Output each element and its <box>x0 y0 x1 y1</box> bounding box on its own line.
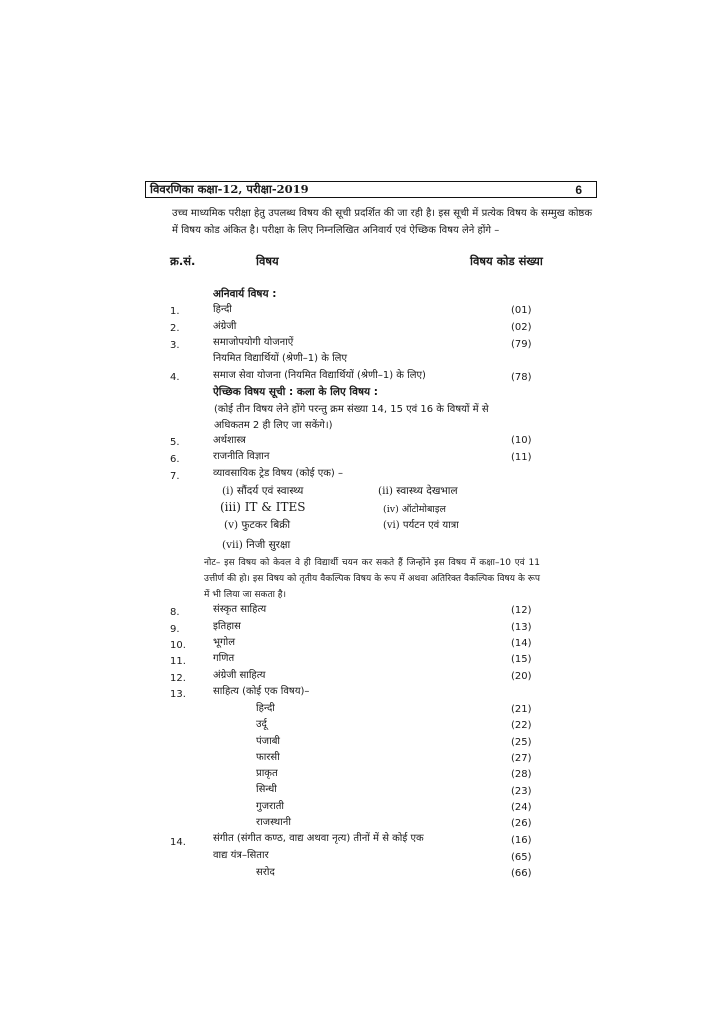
subject-name: संगीत (संगीत कण्ठ, वाद्य अथवा नृत्य) तीनों में से कोई एक <box>213 833 424 844</box>
subject-name: फारसी <box>256 752 280 763</box>
serial-number: 12. <box>170 673 186 684</box>
subject-name: भूगोल <box>213 637 236 648</box>
subject-code: (79) <box>511 339 532 350</box>
subject-code: (16) <box>511 835 532 846</box>
serial-number: 9. <box>170 624 180 635</box>
subject-name: पंजाबी <box>256 736 280 747</box>
subject-code: (28) <box>511 769 532 780</box>
intro-paragraph: उच्च माध्यमिक परीक्षा हेतु उपलब्ध विषय की सूची प्रदर्शित की जा रही है। इस सूची में प्रत्येक विषय के सम्मुख कोष्ठक में विषय कोड अंकित है। परीक्षा के लिए निम्नलिखित अनिवार्य एवं ऐच्छिक विषय लेने होंगे – <box>172 208 592 236</box>
subject-name: साहित्य (कोई एक विषय)– <box>213 686 310 697</box>
compulsory-section-heading: अनिवार्य विषय : <box>213 288 277 300</box>
subject-code: (24) <box>511 802 532 813</box>
serial-number: 7. <box>170 471 180 482</box>
serial-number: 5. <box>170 437 180 448</box>
optional-section-heading: ऐच्छिक विषय सूची : कला के लिए विषय : <box>213 386 378 398</box>
subject-name: राजनीति विज्ञान <box>213 451 270 462</box>
subject-name: इतिहास <box>213 621 241 632</box>
subject-code: (14) <box>511 638 532 649</box>
subject-code: (21) <box>511 704 532 715</box>
serial-number: 14. <box>170 837 186 848</box>
serial-number: 8. <box>170 607 180 618</box>
subject-name: सरोद <box>256 867 275 878</box>
subject-name: राजस्थानी <box>256 817 291 828</box>
subject-name: हिन्दी <box>256 703 275 714</box>
subject-name: प्राकृत <box>256 768 278 779</box>
subject-code: (13) <box>511 622 532 633</box>
subject-name: संस्कृत साहित्य <box>213 604 267 615</box>
subject-code: (66) <box>511 868 532 879</box>
serial-number: 6. <box>170 454 180 465</box>
subject-name: समाज सेवा योजना (नियमित विद्यार्थियों (श्रेणी–1) के लिए) <box>213 370 426 381</box>
trade-note: नोट– इस विषय को केवल वे ही विद्यार्थी चयन कर सकते हैं जिन्होंने इस विषय में कक्षा–10 एवं 11 उत्तीर्ण की हो। इस विषय को तृतीय वैकल्पिक विषय के रूप में अथवा अतिरिक्त वैकल्पिक विषय के रूप में भी लिया जा सकता है। <box>204 558 540 600</box>
subject-code: (12) <box>511 605 532 616</box>
trade-option: (ii) स्वास्थ्य देखभाल <box>378 485 458 497</box>
subject-name: उर्दू <box>256 719 267 730</box>
subject-subtext: वाद्य यंत्र–सितार <box>213 850 269 861</box>
subject-code: (27) <box>511 753 532 764</box>
page-number: 6 <box>575 182 582 197</box>
subject-code: (25) <box>511 737 532 748</box>
serial-number: 11. <box>170 656 186 667</box>
subject-name: अंग्रेजी साहित्य <box>213 670 266 681</box>
subject-subtext: नियमित विद्यार्थियों (श्रेणी–1) के लिए <box>213 353 347 364</box>
subject-code: (01) <box>511 305 532 316</box>
trade-option: (iii) IT & ITES <box>220 500 306 514</box>
optional-note: (कोई तीन विषय लेने होंगे परन्तु क्रम संख्या 14, 15 एवं 16 के विषयों में से अधिकतम 2 ही लिए जा सकेंगे।) <box>214 404 489 431</box>
subject-code: (10) <box>511 435 532 446</box>
serial-number: 2. <box>170 323 180 334</box>
serial-number: 3. <box>170 340 180 351</box>
serial-number: 10. <box>170 640 186 651</box>
page-header <box>145 181 597 198</box>
column-code-header: विषय कोड संख्या <box>470 254 543 268</box>
subject-code: (23) <box>511 786 532 797</box>
subject-code: (65) <box>511 852 532 863</box>
trade-option: (vii) निजी सुरक्षा <box>222 539 291 551</box>
subject-code: (26) <box>511 818 532 829</box>
subject-name: समाजोपयोगी योजनाऐं <box>213 337 294 348</box>
column-serial-header: क्र.सं. <box>170 254 196 268</box>
subject-name: हिन्दी <box>213 304 232 315</box>
subject-code: (78) <box>511 372 532 383</box>
subject-code: (22) <box>511 720 532 731</box>
trade-option: (vi) पर्यटन एवं यात्रा <box>383 520 459 531</box>
subject-code: (11) <box>511 452 532 463</box>
serial-number: 4. <box>170 372 180 383</box>
subject-code: (20) <box>511 671 532 682</box>
subject-name: गुजराती <box>256 801 285 812</box>
subject-code: (02) <box>511 322 532 333</box>
subject-name: गणित <box>213 653 235 664</box>
serial-number: 1. <box>170 306 180 317</box>
subject-name: सिन्धी <box>256 784 277 795</box>
subject-name: व्यावसायिक ट्रेड विषय (कोई एक) – <box>213 468 343 479</box>
subject-name: अर्थशास्त्र <box>213 435 246 446</box>
subject-name: अंग्रेजी <box>213 321 237 332</box>
subject-code: (15) <box>511 654 532 665</box>
trade-option: (v) फुटकर बिक्री <box>224 519 291 531</box>
column-subject-header: विषय <box>256 254 279 268</box>
serial-number: 13. <box>170 689 186 700</box>
trade-option: (iv) ऑटोमोबाइल <box>383 504 446 515</box>
trade-option: (i) सौंदर्य एवं स्वास्थ्य <box>222 485 304 497</box>
header-title: विवरणिका कक्षा-12, परीक्षा-2019 <box>150 182 309 196</box>
